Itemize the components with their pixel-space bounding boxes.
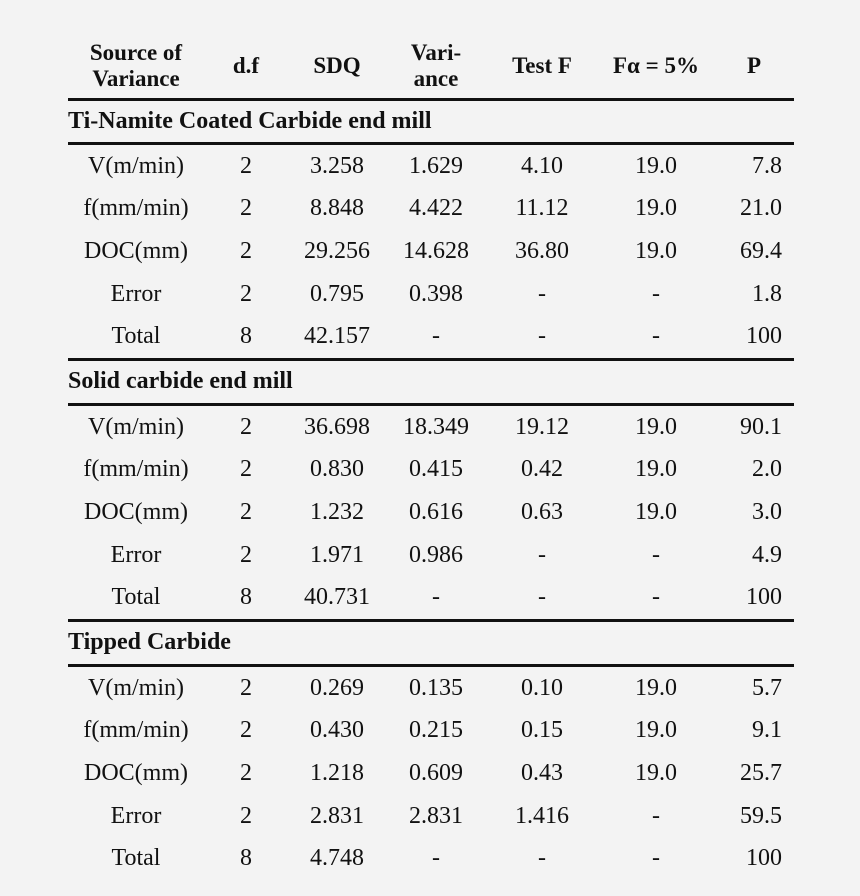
table-row [68,534,794,577]
header-p: P [746,53,762,78]
cell-df: 2 [240,717,252,744]
cell-source: Error [110,802,162,829]
cell-test-f: 11.12 [515,195,569,222]
table-row [68,576,794,620]
cell-sdq: 2.831 [310,802,364,829]
cell-f-alpha: 19.0 [635,456,677,483]
cell-p: 7.8 [752,152,782,179]
cell-p: 21.0 [740,195,782,222]
cell-sdq: 0.830 [310,456,364,483]
section-header-row [68,620,794,665]
cell-test-f: 1.416 [515,802,569,829]
header-test-f: Test F [512,53,572,78]
cell-source: Error [110,280,162,307]
cell-df: 2 [240,802,252,829]
cell-test-f: - [538,845,546,872]
header-row [68,34,794,100]
table-row [68,837,794,880]
cell-f-alpha: 19.0 [635,717,677,744]
cell-source: f(mm/min) [83,717,189,744]
cell-test-f: 0.43 [521,759,563,786]
cell-p: 100 [746,323,782,350]
cell-source: Total [111,323,161,350]
cell-p: 59.5 [740,802,782,829]
cell-variance: 2.831 [409,802,463,829]
cell-sdq: 3.258 [310,152,364,179]
cell-test-f: - [538,323,546,350]
cell-f-alpha: - [652,845,660,872]
cell-p: 2.0 [752,456,782,483]
cell-source: Total [111,584,161,611]
table-body [68,100,794,880]
cell-sdq: 1.971 [310,541,364,568]
table-row [68,795,794,838]
cell-variance: 18.349 [403,413,469,440]
cell-f-alpha: - [652,802,660,829]
cell-sdq: 1.218 [310,759,364,786]
cell-variance: 0.986 [409,541,463,568]
cell-test-f: 4.10 [521,152,563,179]
cell-p: 69.4 [740,237,782,264]
cell-df: 8 [240,323,252,350]
cell-df: 2 [240,237,252,264]
cell-f-alpha: - [652,584,660,611]
cell-test-f: - [538,584,546,611]
cell-p: 3.0 [752,498,782,525]
cell-df: 2 [240,674,252,701]
cell-f-alpha: 19.0 [635,152,677,179]
header-f-alpha: Fα = 5% [613,53,699,78]
cell-source: Error [110,541,162,568]
cell-f-alpha: 19.0 [635,759,677,786]
cell-test-f: 0.42 [521,456,563,483]
cell-variance: 0.415 [409,456,463,483]
cell-df: 2 [240,152,252,179]
cell-p: 100 [746,584,782,611]
cell-sdq: 8.848 [310,195,364,222]
table-header [68,34,794,100]
cell-sdq: 0.269 [310,674,364,701]
table-row [68,710,794,753]
cell-variance: 0.215 [409,717,463,744]
anova-table [68,34,794,880]
section-title: Tipped Carbide [68,620,794,665]
cell-test-f: 0.63 [521,498,563,525]
cell-variance: - [432,584,440,611]
table-row [68,449,794,492]
cell-df: 8 [240,584,252,611]
cell-variance: 0.398 [409,280,463,307]
cell-sdq: 29.256 [304,237,370,264]
cell-f-alpha: - [652,280,660,307]
cell-f-alpha: 19.0 [635,413,677,440]
cell-source: V(m/min) [88,152,184,179]
cell-test-f: - [538,280,546,307]
cell-df: 2 [240,195,252,222]
cell-df: 2 [240,413,252,440]
table-row [68,315,794,359]
section-header-row [68,359,794,404]
cell-source: f(mm/min) [83,195,189,222]
cell-p: 90.1 [740,413,782,440]
cell-sdq: 0.430 [310,717,364,744]
cell-source: Total [111,845,161,872]
header-sdq: SDQ [313,53,361,78]
cell-variance: - [432,323,440,350]
cell-test-f: 19.12 [515,413,569,440]
section-title: Solid carbide end mill [68,359,794,404]
cell-test-f: 36.80 [515,237,569,264]
cell-variance: - [432,845,440,872]
cell-p: 5.7 [752,674,782,701]
cell-p: 4.9 [752,541,782,568]
cell-f-alpha: - [652,541,660,568]
cell-test-f: - [538,541,546,568]
cell-sdq: 42.157 [304,323,370,350]
table-row [68,752,794,795]
cell-sdq: 1.232 [310,498,364,525]
table-row [68,188,794,231]
cell-test-f: 0.10 [521,674,563,701]
header-df: d.f [232,53,260,78]
cell-source: DOC(mm) [84,759,188,786]
cell-source: V(m/min) [88,674,184,701]
section-header-row [68,100,794,144]
table-row [68,404,794,448]
header-variance: Vari- ance [410,40,462,91]
cell-source: V(m/min) [88,413,184,440]
header-source-of-variance: Source of Variance [89,40,183,91]
cell-df: 2 [240,541,252,568]
cell-variance: 0.135 [409,674,463,701]
cell-source: DOC(mm) [84,498,188,525]
cell-p: 9.1 [752,717,782,744]
cell-df: 2 [240,280,252,307]
table-row [68,273,794,316]
cell-p: 25.7 [740,759,782,786]
cell-variance: 0.616 [409,498,463,525]
cell-variance: 1.629 [409,152,463,179]
cell-sdq: 0.795 [310,280,364,307]
cell-f-alpha: 19.0 [635,674,677,701]
cell-variance: 14.628 [403,237,469,264]
cell-df: 2 [240,759,252,786]
cell-variance: 0.609 [409,759,463,786]
section-title: Ti-Namite Coated Carbide end mill [68,100,794,144]
cell-test-f: 0.15 [521,717,563,744]
table-row [68,491,794,534]
cell-f-alpha: 19.0 [635,498,677,525]
cell-f-alpha: 19.0 [635,237,677,264]
cell-f-alpha: 19.0 [635,195,677,222]
cell-sdq: 4.748 [310,845,364,872]
cell-variance: 4.422 [409,195,463,222]
cell-df: 2 [240,498,252,525]
table-row [68,144,794,188]
cell-source: DOC(mm) [84,237,188,264]
cell-df: 8 [240,845,252,872]
table-row [68,230,794,273]
cell-sdq: 36.698 [304,413,370,440]
cell-f-alpha: - [652,323,660,350]
cell-sdq: 40.731 [304,584,370,611]
cell-p: 1.8 [752,280,782,307]
cell-df: 2 [240,456,252,483]
cell-source: f(mm/min) [83,456,189,483]
cell-p: 100 [746,845,782,872]
table-row [68,665,794,709]
